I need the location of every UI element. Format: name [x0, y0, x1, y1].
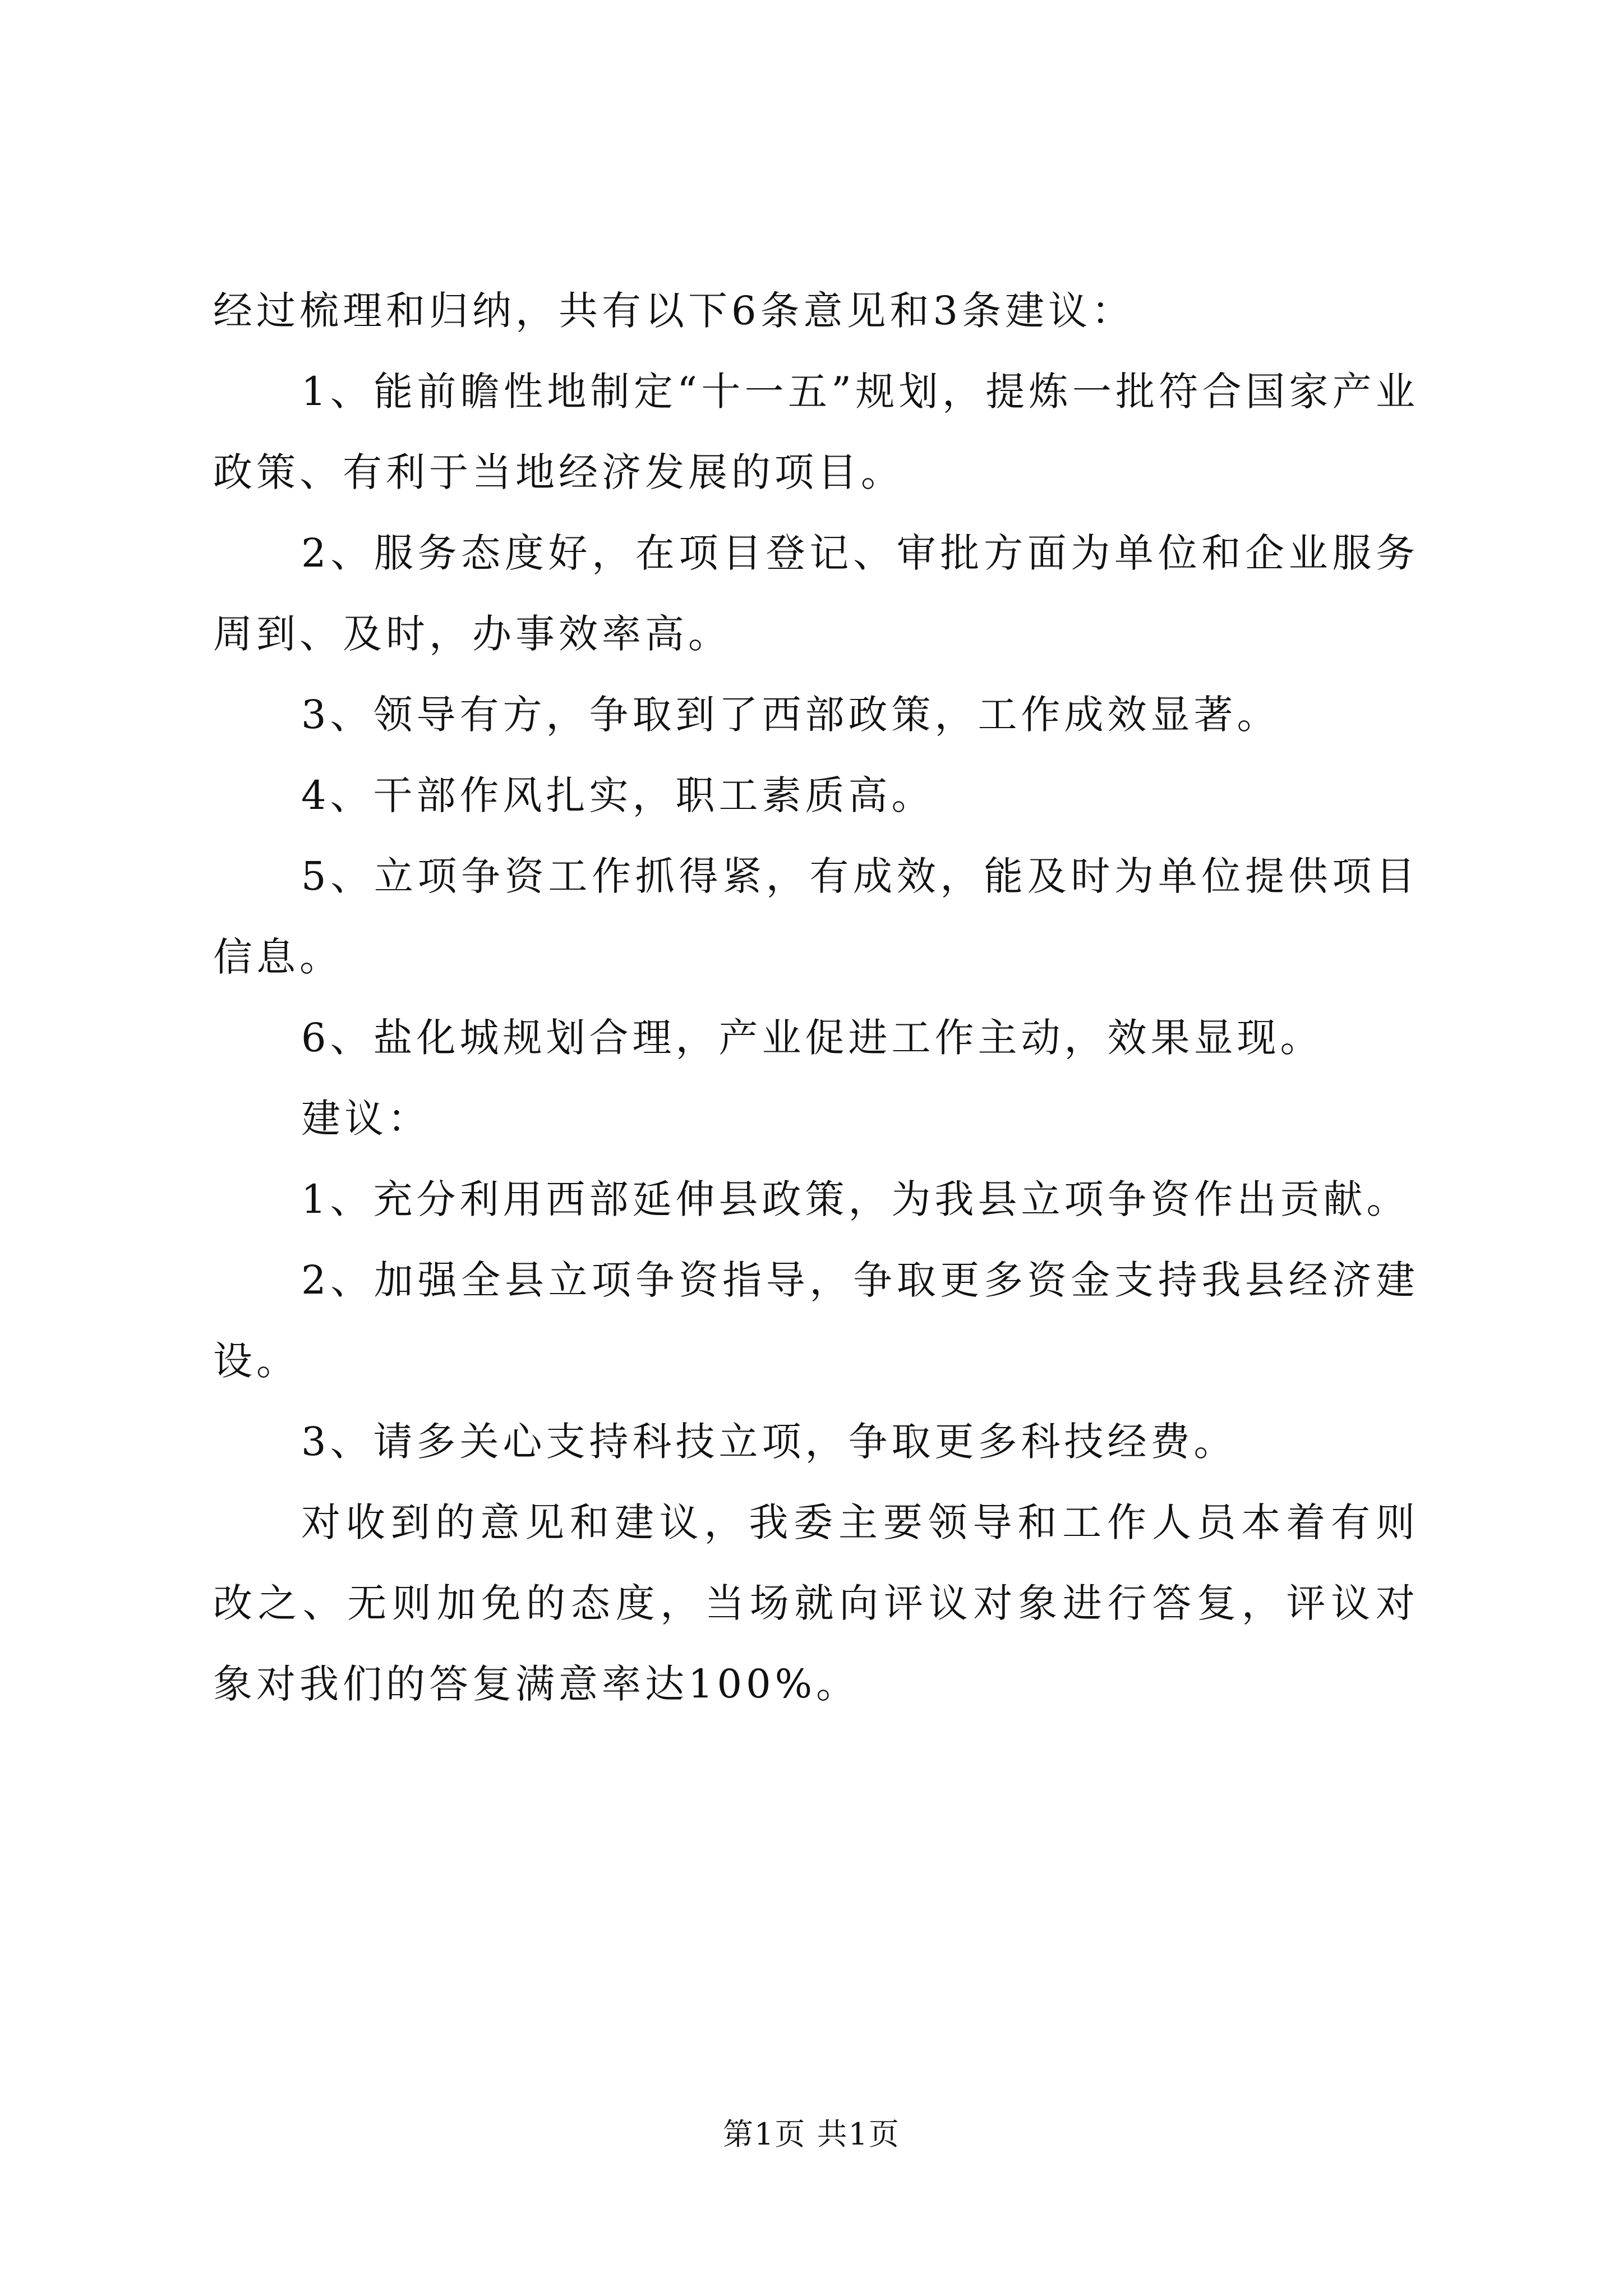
- opinion-3: 3、领导有方，争取到了西部政策，工作成效显著。: [301, 692, 1280, 738]
- opinion-4: 4、干部作风扎实，职工素质高。: [301, 772, 935, 818]
- opinion-6: 6、盐化城规划合理，产业促进工作主动，效果显现。: [301, 1015, 1324, 1061]
- suggestion-1: 1、充分利用西部延伸县政策，为我县立项争资作出贡献。: [301, 1176, 1410, 1222]
- page-footer: 第1页 共1页: [723, 2116, 900, 2152]
- opinion-5: 5、立项争资工作抓得紧，有成效，能及时为单位提供项目信息。: [213, 853, 1419, 980]
- suggestion-3: 3、请多关心支持科技立项，争取更多科技经费。: [301, 1419, 1237, 1465]
- opinion-2: 2、服务态度好，在项目登记、审批方面为单位和企业服务周到、及时，办事效率高。: [213, 530, 1419, 657]
- suggestions-heading: 建议：: [301, 1096, 431, 1142]
- suggestion-2: 2、加强全县立项争资指导，争取更多资金支持我县经济建设。: [213, 1257, 1419, 1384]
- opinion-1: 1、能前瞻性地制定“十一五”规划，提炼一批符合国家产业政策、有利于当地经济发展的项目。: [213, 369, 1419, 495]
- paragraph-conclusion: 对收到的意见和建议，我委主要领导和工作人员本着有则改之、无则加免的态度，当场就向评议对象进行答复，评议对象对我们的答复满意率达100%。: [213, 1499, 1419, 1707]
- paragraph-intro: 经过梳理和归纳，共有以下6条意见和3条建议：: [213, 288, 1135, 334]
- document-body: [213, 270, 1419, 1724]
